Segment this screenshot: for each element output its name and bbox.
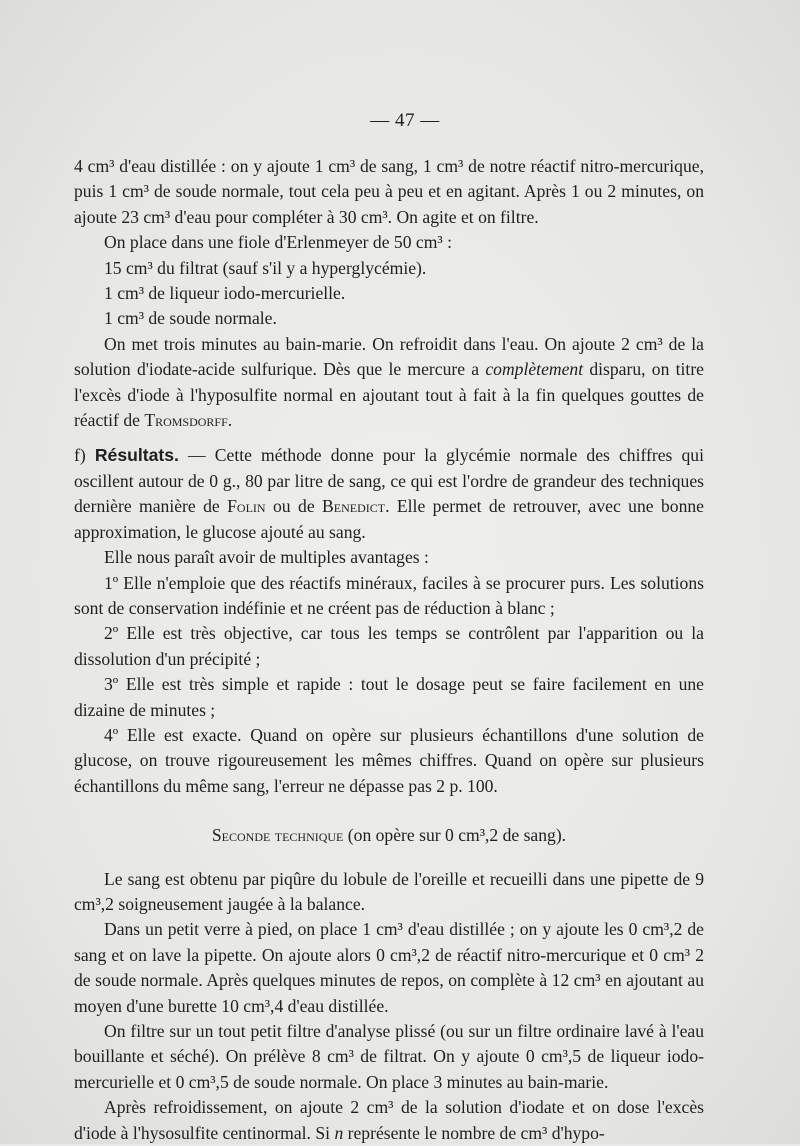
paragraph-procedure [74,332,704,434]
paragraph-results [74,443,704,545]
paragraph-blood-sample: Le sang est obtenu par piqûre du lobule de l'oreille et recueilli dans une pipette de 9 cm³,2 soigneusement jaugée à la balance. [74,868,704,914]
paragraph-filtration: On filtre sur un tout petit filtre d'analyse plissé (ou sur un filtre ordinaire lavé à l'eau bouillante et séché). On prélève 8 cm³ de filtrat. On y ajoute 0 cm³,5 de liqueur iodo-mercurielle et 0 cm³,5 de soude normale. On place 3 minutes au bain-marie. [74,1021,704,1092]
text-span: représente le nombre de cm³ d'hypo- [343,1122,605,1143]
advantage-item: 1º Elle n'emploie que des réactifs minéraux, faciles à se procurer purs. Les solutions sont de conservation indéfinie et ne créent pas de réduction à blanc ; [74,572,704,618]
variable-n: n [334,1122,344,1143]
paragraph-advantages-intro: Elle nous paraît avoir de multiples avantages : [104,547,429,568]
text-span: ou de [265,496,323,517]
advantage-item: 3º Elle est très simple et rapide : tout le dosage peut se faire facilement en une dizaine de minutes ; [74,674,704,720]
advantage-item: 2º Elle est très objective, car tous les temps se contrôlent par l'apparition ou la dissolution d'un précipité ; [74,623,704,669]
author-name: Benedict [322,496,386,517]
text-span: On met trois minutes au bain-marie. On refroidit dans l'eau. On ajoute 2 cm³ de la solution d'iodate-acide sulfurique. Dès que le mercure a [74,333,704,380]
author-name: Tromsdorff [144,410,228,431]
results-label: Résultats. [94,445,179,466]
section-title: Seconde technique [211,825,344,846]
text-span: — Cette méthode donne pour la glycémie normale des chiffres qui oscillent autour de 0 g., 80 par litre de sang, ce qui est l'ordre de grandeur des techniques dernière manière de [74,445,704,517]
text-span: . Elle permet de retrouver, avec une bonne approximation, le glucose ajouté au sang. [74,496,704,542]
author-name: Folin [227,496,266,517]
page-number: — 47 — [370,110,440,131]
paragraph-preparation: Dans un petit verre à pied, on place 1 cm³ d'eau distillée ; on y ajoute les 0 cm³,2 de sang et on lave la pipette. On ajoute alors 0 cm³,2 de réactif nitro-mercurique et 0 cm³ 2 de soude normale. Après quelques minutes de repos, on complète à 12 cm³ en ajoutant au moyen d'une burette 10 cm³,4 d'eau distillée. [74,919,704,1016]
text-span: disparu, on titre l'excès d'iode à l'hyposulfite normal en ajoutant tout à fait à la fin quelques gouttes de réactif de [74,359,704,431]
text-span: f) [74,445,95,466]
list-item: 1 cm³ de soude normale. [104,308,277,329]
text-span: . [227,410,233,431]
advantage-item: 4º Elle est exacte. Quand on opère sur plusieurs échantillons d'une solution de glucose, on trouve rigoureusement les mêmes chiffres. Quand on opère sur plusieurs échantillons du même sang, l'erreur ne dépasse pas 2 p. 100. [74,724,704,796]
paragraph-erlenmeyer: On place dans une fiole d'Erlenmeyer de 50 cm³ : [104,232,452,253]
paragraph-titration [74,1095,704,1146]
section-heading [74,823,704,848]
list-item: 15 cm³ du filtrat (sauf s'il y a hyperglycémie). [104,257,427,278]
text-span: Après refroidissement, on ajoute 2 cm³ de la solution d'iodate et on dose l'excès d'iode à l'hysosulfite centinormal. Si [74,1097,704,1143]
list-item: 1 cm³ de liqueur iodo-mercurielle. [104,283,346,304]
section-title-rest: (on opère sur 0 cm³,2 de sang). [343,825,567,846]
emphasis-text: complètement [485,359,584,380]
paragraph-intro: 4 cm³ d'eau distillée : on y ajoute 1 cm³ de sang, 1 cm³ de notre réactif nitro-mercurique, puis 1 cm³ de soude normale, tout cela peu à peu et en agitant. Après 1 ou 2 minutes, on ajoute 23 cm³ d'eau pour compléter à 30 cm³. On agite et on filtre. [74,156,704,227]
